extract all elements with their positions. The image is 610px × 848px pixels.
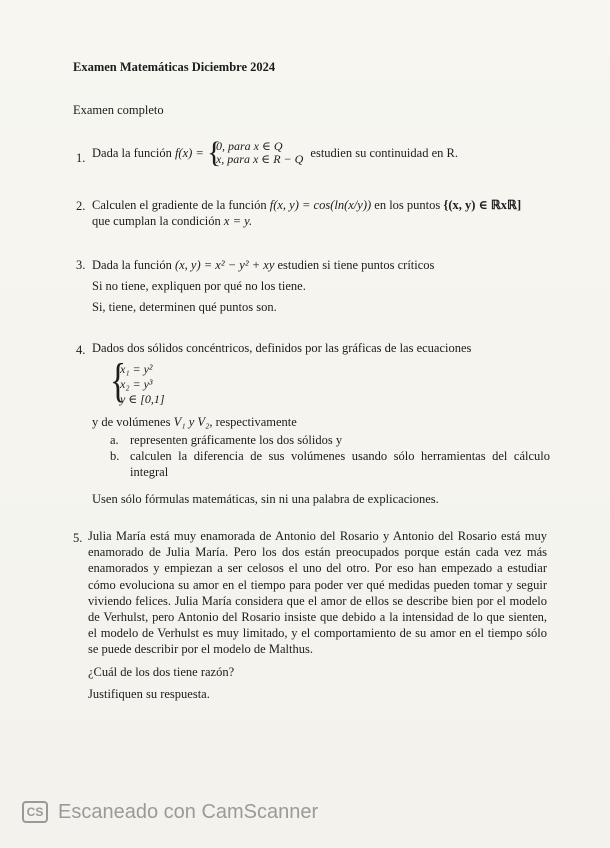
q2-set: {(x, y) ∈ ℝxℝ]	[443, 198, 522, 212]
q2-number: 2.	[76, 199, 86, 213]
q4-item-a-label: a.	[110, 433, 119, 447]
q4-volumes-b: respectivamente	[215, 415, 297, 429]
q4-item-a	[92, 432, 562, 448]
exam-title: Examen Matemáticas Diciembre 2024	[73, 60, 276, 74]
q2-text-a: Calculen el gradiente de la función	[92, 198, 267, 212]
camscanner-text: Escaneado con CamScanner	[58, 800, 319, 823]
q5-instruction: Justifiquen su respuesta.	[88, 686, 210, 701]
q4-system	[110, 354, 562, 408]
q5-paragraph: Julia María está muy enamorada de Antonio del Rosario y Antonio del Rosario está muy enamorado de Julia María. Pero los dos están preocupados porque están cada vez más enamorados y empiezan a ser celosos el uno del otro. Por eso han empezado a estudiar cómo evoluciona su amor en el tiempo para poder ver qué medidas pueden tomar y seguir viviendo felices. Julia María considera que el amor de ellos se describe bien por el modelo de Verhulst, pero Antonio del Rosario insiste que debido a la intensidad de lo que sienten, el modelo de Verhulst es muy limitado, y el comportamiento de su amor en el tiempo sólo se puede describir por el modelo de Malthus.	[88, 529, 547, 657]
q2-condition: x = y.	[223, 214, 253, 228]
q4-item-b-text: calculen la diferencia de sus volúmenes usando sólo herramientas del cálculo integral	[130, 449, 550, 479]
question-1	[92, 136, 458, 169]
q1-text-after: estudien su continuidad en R.	[310, 146, 458, 160]
q1-number: 1.	[76, 151, 86, 165]
q4-item-a-text: representen gráficamente los dos sólidos y	[130, 433, 343, 447]
q1-brace: {	[206, 136, 222, 169]
q4-item-b	[92, 448, 550, 480]
q5-number: 5.	[73, 531, 83, 545]
q1-piecewise	[206, 136, 304, 169]
q4-number: 4.	[76, 343, 86, 357]
q3-line-2: Si no tiene, expliquen por qué no los tiene.	[92, 279, 306, 293]
q4-eq-2: x₂ = y³	[120, 377, 153, 391]
question-5	[88, 528, 547, 702]
camscanner-watermark	[22, 798, 318, 826]
question-2	[92, 197, 562, 229]
q4-item-b-label: b.	[110, 449, 120, 463]
q3-text-b: estudien si tiene puntos críticos	[277, 258, 435, 272]
q3-line-3: Si, tiene, determinen qué puntos son.	[92, 300, 277, 314]
q4-brace: {	[110, 354, 127, 407]
q3-number: 3.	[76, 258, 86, 272]
q4-line-1: Dados dos sólidos concéntricos, definidos por las gráficas de las ecuaciones	[92, 341, 472, 355]
q4-note: Usen sólo fórmulas matemáticas, sin ni una palabra de explicaciones.	[92, 492, 439, 506]
q4-eq-3: y ∈ [0,1]	[120, 392, 165, 406]
q4-volumes-a: y de volúmenes	[92, 415, 171, 429]
q1-text-before: Dada la función	[92, 146, 172, 160]
question-4	[92, 340, 562, 507]
q3-text-a: Dada la función	[92, 258, 172, 272]
q5-question: ¿Cuál de los dos tiene razón?	[88, 664, 235, 679]
q2-function: f(x, y) = cos(ln(x/y))	[269, 198, 372, 212]
camscanner-logo: CS	[22, 801, 48, 823]
q4-eq-1: x₁ = y²	[120, 362, 153, 376]
q1-function: f(x) =	[174, 146, 204, 160]
q1-case-1: 0, para x ∈ Q	[215, 139, 283, 153]
q1-case-2: x, para x ∈ R − Q	[215, 152, 304, 166]
question-3	[92, 255, 434, 318]
q4-volumes-math: V₁ y V₂,	[173, 415, 213, 429]
q2-text-b: en los puntos	[374, 198, 441, 212]
q2-text-c: que cumplan la condición	[92, 214, 221, 228]
exam-subtitle: Examen completo	[73, 103, 164, 117]
q3-function: (x, y) = x² − y² + xy	[174, 258, 275, 272]
